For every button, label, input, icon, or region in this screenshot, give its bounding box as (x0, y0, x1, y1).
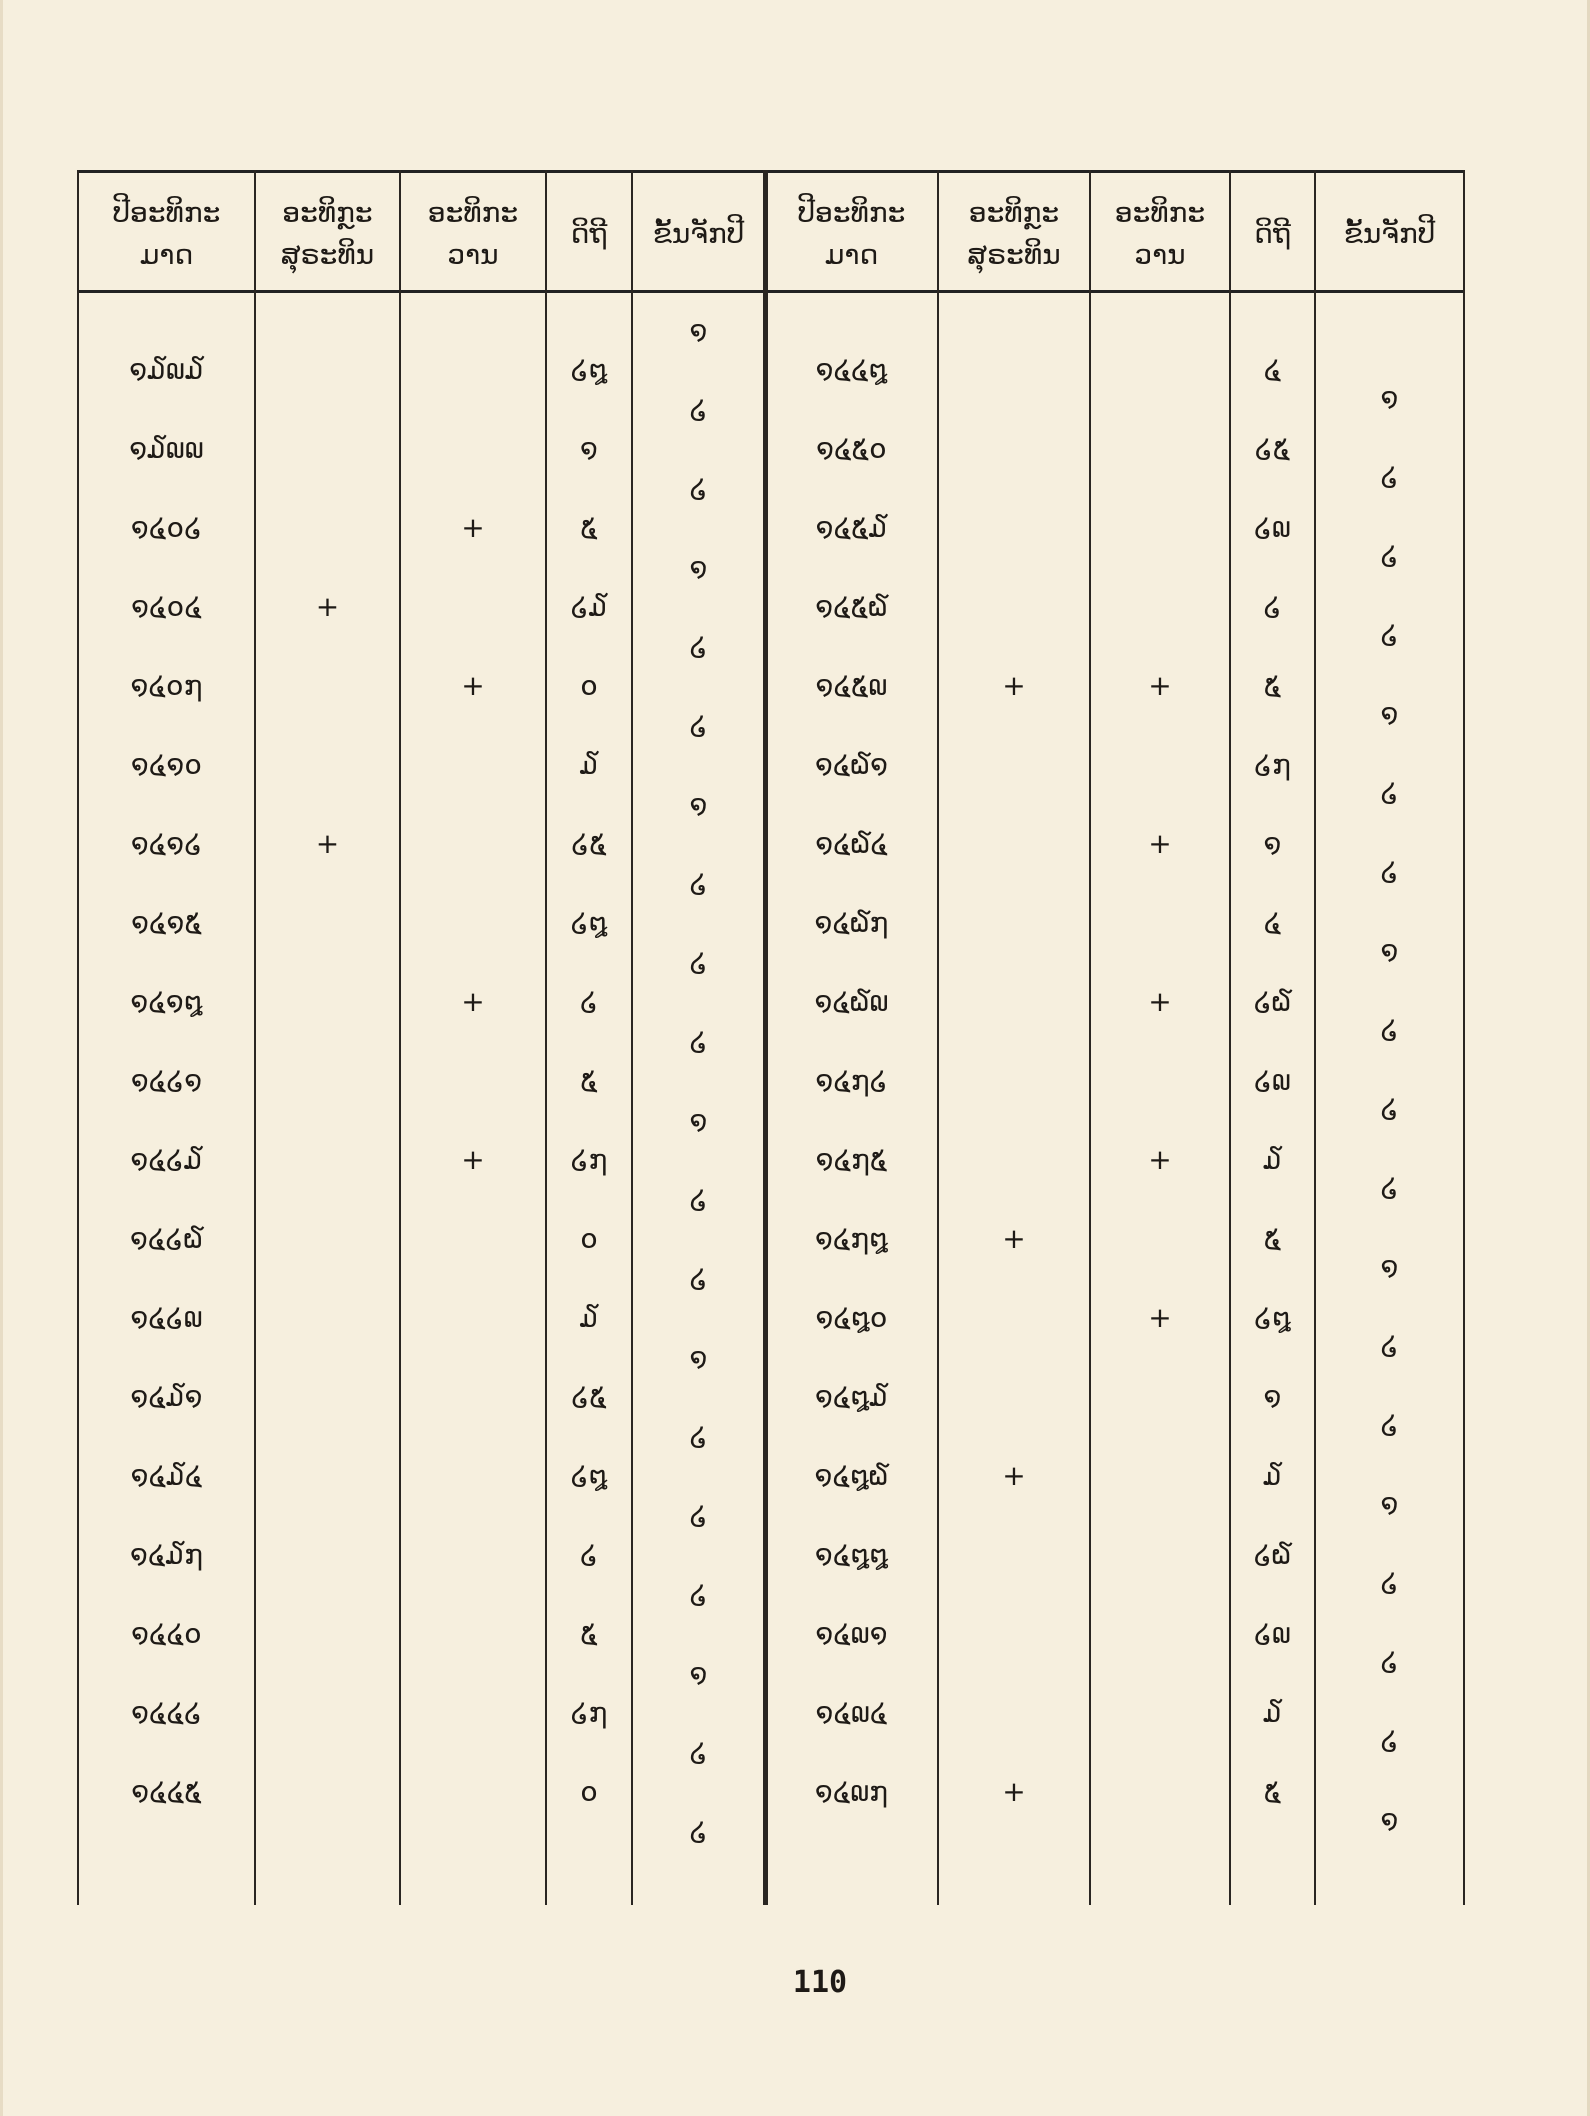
column-header-line1: ອະທິກະ (1114, 196, 1206, 229)
dithi-cell: ໓ (579, 1301, 599, 1334)
page-number: 110 (792, 1965, 848, 2000)
cycle-cell: ໒ (689, 708, 708, 742)
column-header-line1: ດິຖີ (570, 217, 608, 250)
cycle-cell: ໒ (689, 1182, 708, 1216)
dithi-cell: ໓ (579, 748, 599, 781)
column-header (938, 184, 1090, 284)
dithi-cell: ໒໕ (1254, 432, 1291, 465)
year-cell: ໑໔໕໐ (816, 432, 887, 465)
suradin-cell: + (1002, 1775, 1026, 1808)
column-header-line1: ອະທິກະ (427, 196, 519, 229)
dithi-cell: ໒໘ (1254, 1301, 1291, 1334)
year-cell: ໑໓໙໓ (129, 353, 204, 386)
dithi-cell: ໕ (1263, 669, 1282, 702)
cycle-cell: ໒ (689, 1024, 708, 1058)
column-header-line2: ສຸຣະທິນ (967, 238, 1061, 271)
table-header-rule (78, 290, 1464, 293)
year-cell: ໑໔໐໔ (131, 590, 202, 623)
column-header (400, 184, 546, 284)
suradin-cell: + (1002, 1459, 1026, 1492)
cycle-cell: ໑ (1380, 380, 1399, 414)
year-cell: ໑໔໖໙ (814, 985, 889, 1018)
year-cell: ໑໔໔໘ (815, 353, 888, 386)
column-header (255, 184, 400, 284)
column-header-line1: ອະທິກຼະ (282, 196, 373, 229)
cycle-cell: ໑ (1380, 1249, 1399, 1283)
dithi-cell: ໕ (580, 511, 598, 544)
wan-cell: + (1148, 1301, 1172, 1334)
year-cell: ໑໔໐໗ (130, 669, 203, 702)
wan-cell: + (461, 985, 485, 1018)
year-cell: ໑໔໙໑ (815, 1617, 888, 1650)
year-cell: ໑໔໕໖ (815, 590, 888, 623)
cycle-cell: ໑ (1380, 696, 1399, 730)
dithi-cell: ໕ (1263, 1775, 1282, 1808)
cycle-cell: ໒ (689, 471, 708, 505)
cycle-cell: ໒ (689, 866, 708, 900)
dithi-cell: ໒໗ (570, 1143, 608, 1176)
cycle-cell: ໒ (689, 1498, 708, 1532)
dithi-cell: ໒໕ (571, 827, 607, 860)
wan-cell: + (1148, 985, 1172, 1018)
year-cell: ໑໔໓໔ (130, 1459, 203, 1492)
year-cell: ໑໔໔໕ (131, 1775, 202, 1808)
year-cell: ໑໔໒໖ (129, 1222, 204, 1255)
year-cell: ໑໔໔໐ (131, 1617, 202, 1650)
wan-cell: + (461, 511, 485, 544)
column-header (78, 184, 255, 284)
cycle-cell: ໑ (1380, 933, 1399, 967)
year-cell: ໑໔໘໓ (814, 1380, 889, 1413)
column-header-line1: ປີອະທິກະ (797, 196, 906, 229)
cycle-cell: ໑ (1380, 1802, 1399, 1836)
cycle-cell: ໒ (1380, 1170, 1399, 1204)
dithi-cell: ໒໘ (570, 353, 608, 386)
cycle-cell: ໒ (1380, 1328, 1399, 1362)
year-cell: ໑໔໒໙ (130, 1301, 203, 1334)
dithi-cell: ໒ (580, 985, 598, 1018)
year-cell: ໑໔໑໒ (130, 827, 203, 860)
cycle-cell: ໒ (1380, 538, 1399, 572)
suradin-cell: + (315, 827, 340, 860)
dithi-cell: ໕ (580, 1617, 598, 1650)
column-header (1230, 184, 1315, 284)
year-cell: ໑໔໐໒ (130, 511, 203, 544)
dithi-cell: ໒໘ (570, 906, 608, 939)
cycle-cell: ໒ (689, 629, 708, 663)
year-cell: ໑໔໗໘ (814, 1222, 889, 1255)
dithi-cell: ໒ (1263, 590, 1282, 623)
cycle-cell: ໒ (689, 1735, 708, 1769)
dithi-cell: ໕ (1263, 1222, 1282, 1255)
cycle-cell: ໑ (1380, 1486, 1399, 1520)
year-cell: ໑໔໕໓ (815, 511, 888, 544)
dithi-cell: ໒໓ (570, 590, 608, 623)
year-cell: ໑໔໓໗ (130, 1538, 203, 1571)
table-top-rule (78, 170, 1464, 173)
column-header-line2: ວານ (447, 238, 499, 271)
year-cell: ໑໔໘໐ (815, 1301, 888, 1334)
dithi-cell: ໒໕ (571, 1380, 607, 1413)
column-header-line1: ດິຖີ (1254, 217, 1291, 250)
suradin-cell: + (1002, 1222, 1026, 1255)
cycle-cell: ໒ (1380, 1723, 1399, 1757)
year-cell: ໑໔໘໘ (814, 1538, 889, 1571)
year-cell: ໑໔໓໑ (130, 1380, 203, 1413)
dithi-cell: ໑ (580, 432, 598, 465)
cycle-cell: ໒ (1380, 459, 1399, 493)
dithi-cell: ໒໙ (1254, 1064, 1291, 1097)
column-rule (1089, 170, 1091, 1905)
dithi-cell: ໔ (1263, 906, 1282, 939)
cycle-cell: ໒ (1380, 775, 1399, 809)
cycle-cell: ໒ (1380, 1644, 1399, 1678)
year-cell: ໑໔໕໙ (815, 669, 888, 702)
year-cell: ໑໔໑໕ (131, 906, 202, 939)
dithi-cell: ໒໙ (1254, 1617, 1291, 1650)
cycle-cell: ໒ (689, 1419, 708, 1453)
dithi-cell: ໑ (1263, 1380, 1282, 1413)
year-cell: ໑໔໗໕ (815, 1143, 888, 1176)
dithi-cell: ໑ (1263, 827, 1282, 860)
year-cell: ໑໔໖໔ (815, 827, 888, 860)
wan-cell: + (461, 669, 485, 702)
column-header-line2: ວານ (1134, 238, 1186, 271)
dithi-cell: ໒໖ (1253, 985, 1292, 1018)
dithi-cell: ໕ (580, 1064, 598, 1097)
wan-cell: + (461, 1143, 485, 1176)
cycle-cell: ໒ (689, 1261, 708, 1295)
year-cell: ໑໔໘໖ (814, 1459, 889, 1492)
wan-cell: + (1148, 1143, 1172, 1176)
column-header (1090, 184, 1230, 284)
dithi-cell: ໒ (580, 1538, 598, 1571)
wan-cell: + (1148, 669, 1172, 702)
column-header-line1: ຂັ້ນຈັກປີ (652, 217, 745, 250)
cycle-cell: ໑ (689, 1340, 708, 1374)
year-cell: ໑໔໔໒ (131, 1696, 202, 1729)
dithi-cell: ໒໗ (1254, 748, 1291, 781)
column-header (1315, 184, 1464, 284)
cycle-cell: ໒ (1380, 1407, 1399, 1441)
cycle-cell: ໒ (1380, 617, 1399, 651)
dithi-cell: ໓ (1263, 1696, 1282, 1729)
suradin-cell: + (315, 590, 340, 623)
year-cell: ໑໔໑໘ (130, 985, 203, 1018)
cycle-cell: ໒ (689, 1814, 708, 1848)
column-header-line1: ຂັ້ນຈັກປີ (1343, 217, 1436, 250)
cycle-cell: ໒ (689, 392, 708, 426)
cycle-cell: ໒ (1380, 1091, 1399, 1125)
cycle-cell: ໒ (1380, 1012, 1399, 1046)
suradin-cell: + (1002, 669, 1026, 702)
leap-year-table (70, 170, 1470, 1905)
column-header-line2: ມາດ (824, 238, 879, 271)
cycle-cell: ໑ (689, 1656, 708, 1690)
cycle-cell: ໒ (689, 1577, 708, 1611)
column-header (632, 184, 765, 284)
year-cell: ໑໔໙໗ (814, 1775, 889, 1808)
year-cell: ໑໓໙໙ (129, 432, 204, 465)
year-cell: ໑໔໗໒ (815, 1064, 888, 1097)
cycle-cell: ໒ (689, 945, 708, 979)
dithi-cell: ໓ (1263, 1459, 1282, 1492)
cycle-cell: ໒ (1380, 1565, 1399, 1599)
column-header (765, 184, 938, 284)
wan-cell: + (1148, 827, 1172, 860)
column-rule (399, 170, 401, 1905)
year-cell: ໑໔໙໔ (815, 1696, 888, 1729)
dithi-cell: ໐ (580, 1775, 598, 1808)
year-cell: ໑໔໒໑ (130, 1064, 203, 1097)
cycle-cell: ໑ (689, 313, 708, 347)
cycle-cell: ໑ (689, 550, 708, 584)
column-header-line2: ມາດ (139, 238, 194, 271)
cycle-cell: ໒ (1380, 854, 1399, 888)
dithi-cell: ໓ (1263, 1143, 1282, 1176)
year-cell: ໑໔໖໑ (814, 748, 889, 781)
cycle-cell: ໑ (689, 1103, 708, 1137)
dithi-cell: ໒໘ (570, 1459, 608, 1492)
dithi-cell: ໐ (580, 1222, 598, 1255)
dithi-cell: ໐ (580, 669, 598, 702)
column-header-line1: ປີອະທິກະ (112, 196, 221, 229)
cycle-cell: ໑ (689, 787, 708, 821)
dithi-cell: ໔ (1263, 353, 1282, 386)
dithi-cell: ໒໖ (1253, 1538, 1292, 1571)
column-header-line1: ອະທິກຼະ (968, 196, 1060, 229)
dithi-cell: ໒໗ (570, 1696, 608, 1729)
dithi-cell: ໒໙ (1254, 511, 1291, 544)
year-cell: ໑໔໒໓ (130, 1143, 203, 1176)
column-header-line2: ສຸຣະທິນ (280, 238, 375, 271)
year-cell: ໑໔໖໗ (814, 906, 889, 939)
year-cell: ໑໔໑໐ (130, 748, 203, 781)
column-header (546, 184, 632, 284)
